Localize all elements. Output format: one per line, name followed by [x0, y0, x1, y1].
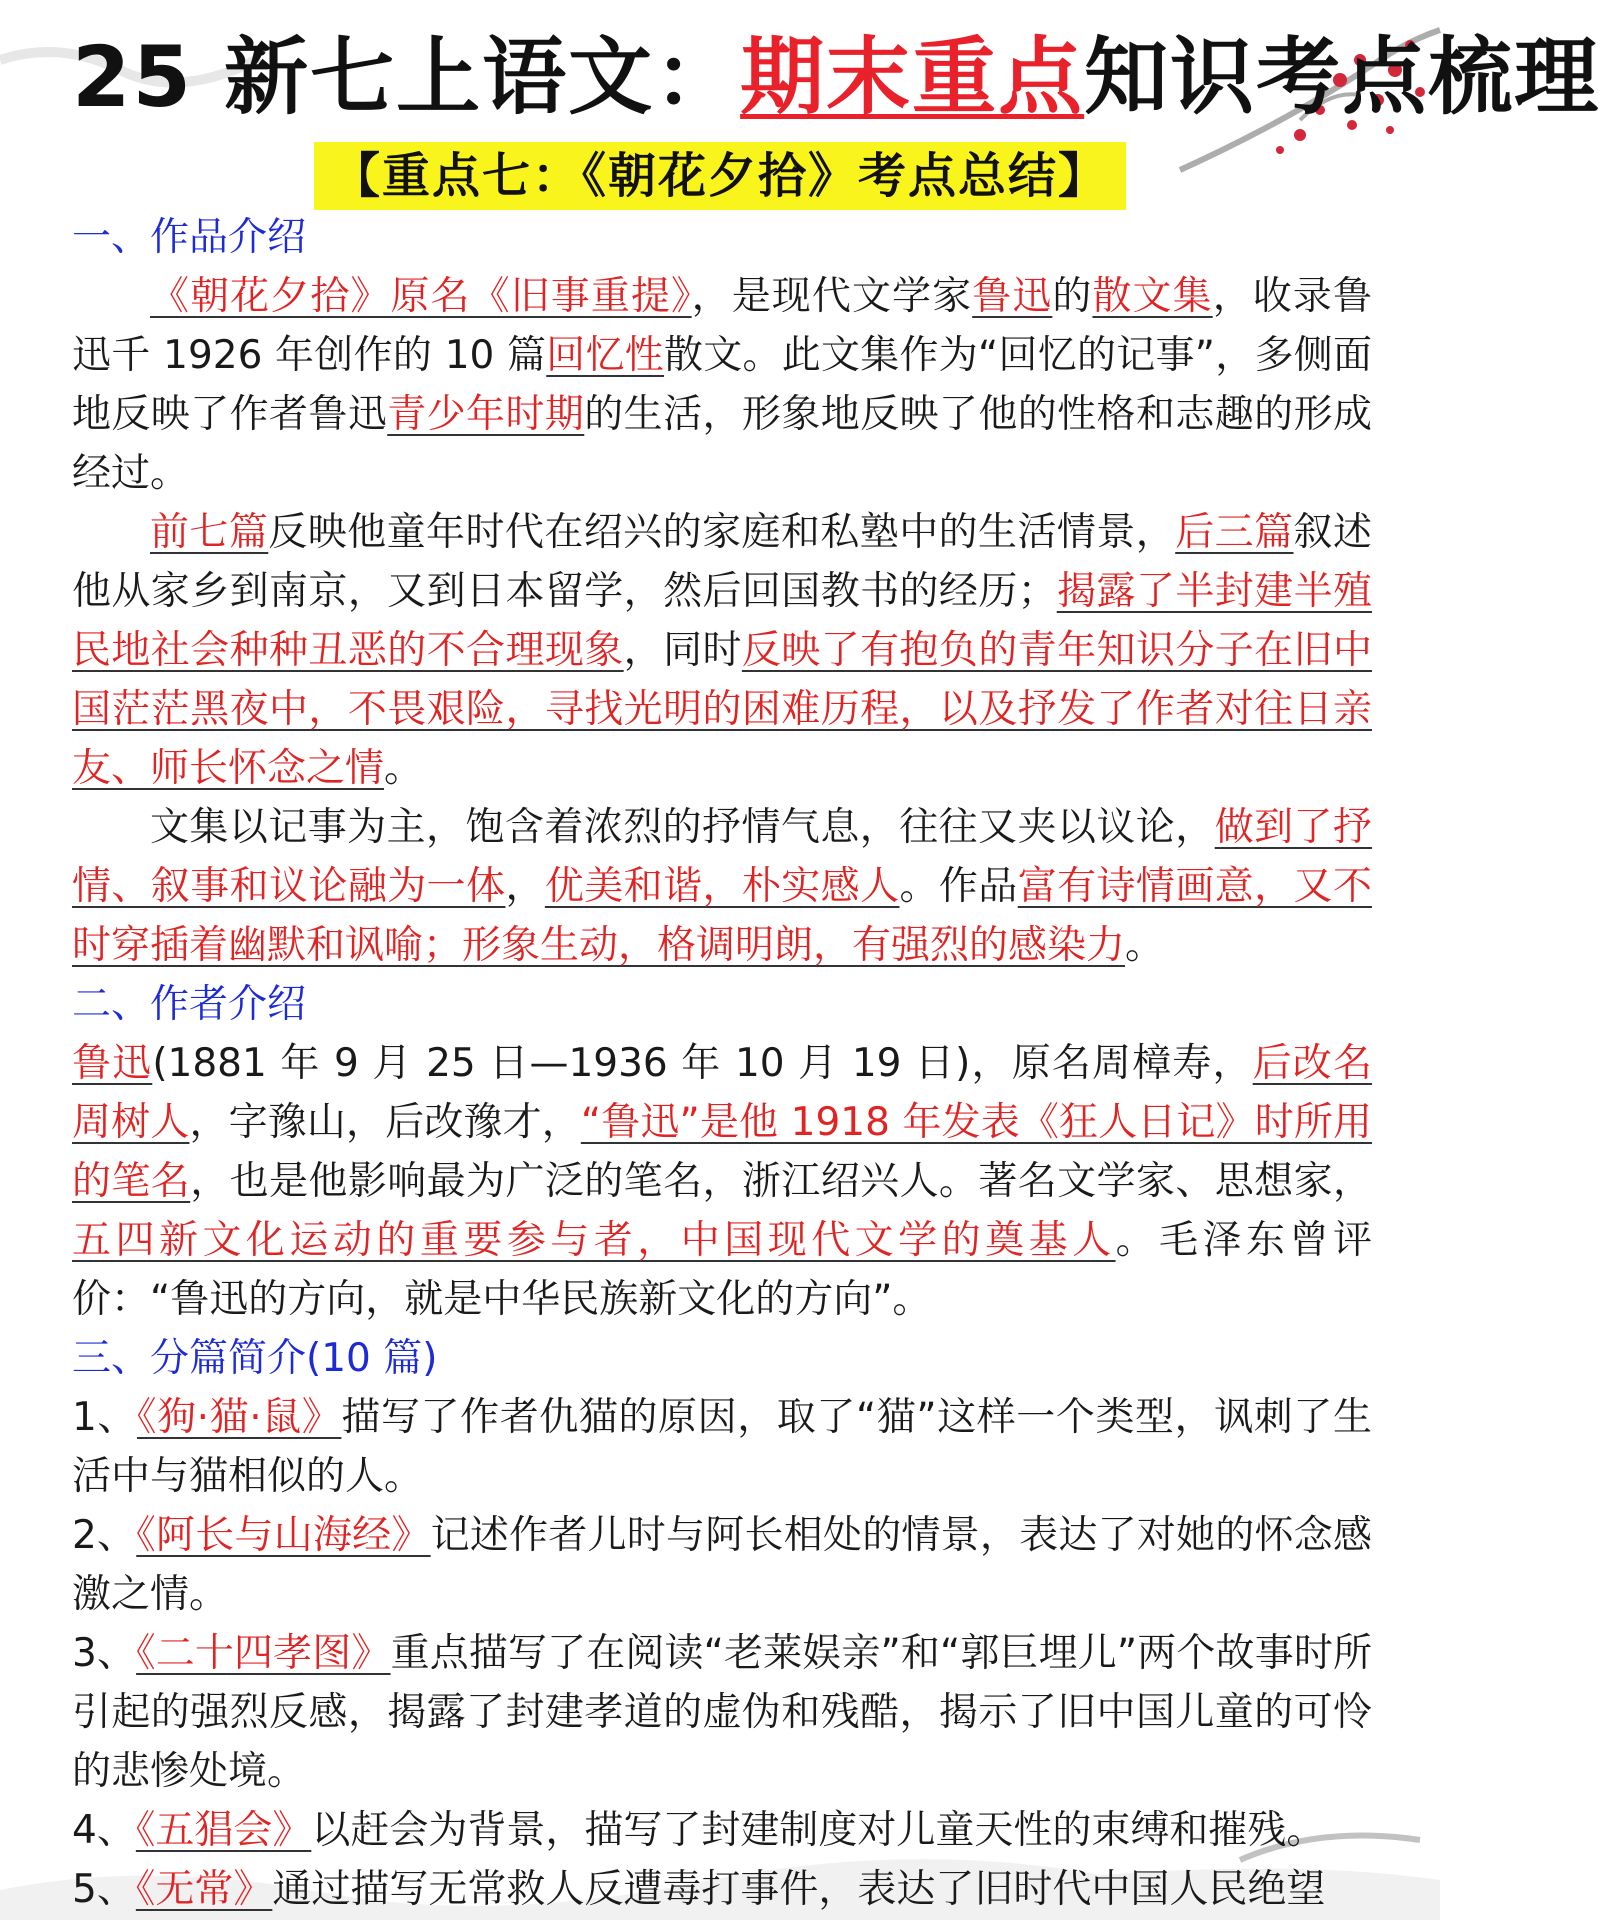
content-body [72, 208, 1372, 1919]
intro-paragraph-1: 《朝花夕拾》原名《旧事重提》，是现代文学家鲁迅的散文集，收录鲁迅千 1926 年创作的 10 篇回忆性散文。此文集作为“回忆的记事”，多侧面地反映了作者鲁迅青少年时期的生活，形象地反映了他的性格和志趣的形成经过。 [72, 274, 1372, 496]
section-heading-intro: 一、作品介绍 [72, 215, 307, 260]
intro-paragraph-2: 前七篇反映他童年时代在绍兴的家庭和私塾中的生活情景，后三篇叙述他从家乡到南京，又到日本留学，然后回国教书的经历；揭露了半封建半殖民地社会种种丑恶的不合理现象，同时反映了有抱负的青年知识分子在旧中国茫茫黑夜中，不畏艰险，寻找光明的困难历程，以及抒发了作者对往日亲友、师长怀念之情。 [72, 510, 1372, 791]
author-paragraph: 鲁迅(1881 年 9 月 25 日—1936 年 10 月 19 日)，原名周樟寿，后改名周树人，字豫山，后改豫才，“鲁迅”是他 1918 年发表《狂人日记》时所用的笔名，也是他影响最为广泛的笔名，浙江绍兴人。著名文学家、思想家，五四新文化运动的重要参与者，中国现代文学的奠基人。毛泽东曾评价：“鲁迅的方向，就是中华民族新文化的方向”。 [72, 1041, 1372, 1322]
list-item: 5、《无常》通过描写无常救人反遭毒打事件，表达了旧时代中国人民绝望 [72, 1867, 1326, 1912]
page-title: 25 新七上语文：期末重点知识考点梳理 [72, 28, 1600, 126]
list-item: 2、《阿长与山海经》记述作者儿时与阿长相处的情景，表达了对她的怀念感激之情。 [72, 1513, 1372, 1617]
section-heading-chapters: 三、分篇简介(10 篇) [72, 1336, 438, 1381]
section-heading-author: 二、作者介绍 [72, 982, 307, 1027]
section-subtitle: 【重点七：《朝花夕拾》考点总结】 [314, 142, 1126, 210]
list-item: 3、《二十四孝图》重点描写了在阅读“老莱娱亲”和“郭巨埋儿”两个故事时所引起的强烈反感，揭露了封建孝道的虚伪和残酷，揭示了旧中国儿童的可怜的悲惨处境。 [72, 1631, 1372, 1794]
intro-paragraph-3: 文集以记事为主，饱含着浓烈的抒情气息，往往又夹以议论，做到了抒情、叙事和议论融为一体，优美和谐，朴实感人。作品富有诗情画意，又不时穿插着幽默和讽喻；形象生动，格调明朗，有强烈的感染力。 [72, 805, 1372, 968]
title-highlight: 期末重点 [740, 28, 1085, 126]
list-item: 4、《五猖会》以赶会为背景，描写了封建制度对儿童天性的束缚和摧残。 [72, 1808, 1326, 1853]
list-item: 1、《狗·猫·鼠》描写了作者仇猫的原因，取了“猫”这样一个类型，讽刺了生活中与猫相似的人。 [72, 1395, 1372, 1499]
